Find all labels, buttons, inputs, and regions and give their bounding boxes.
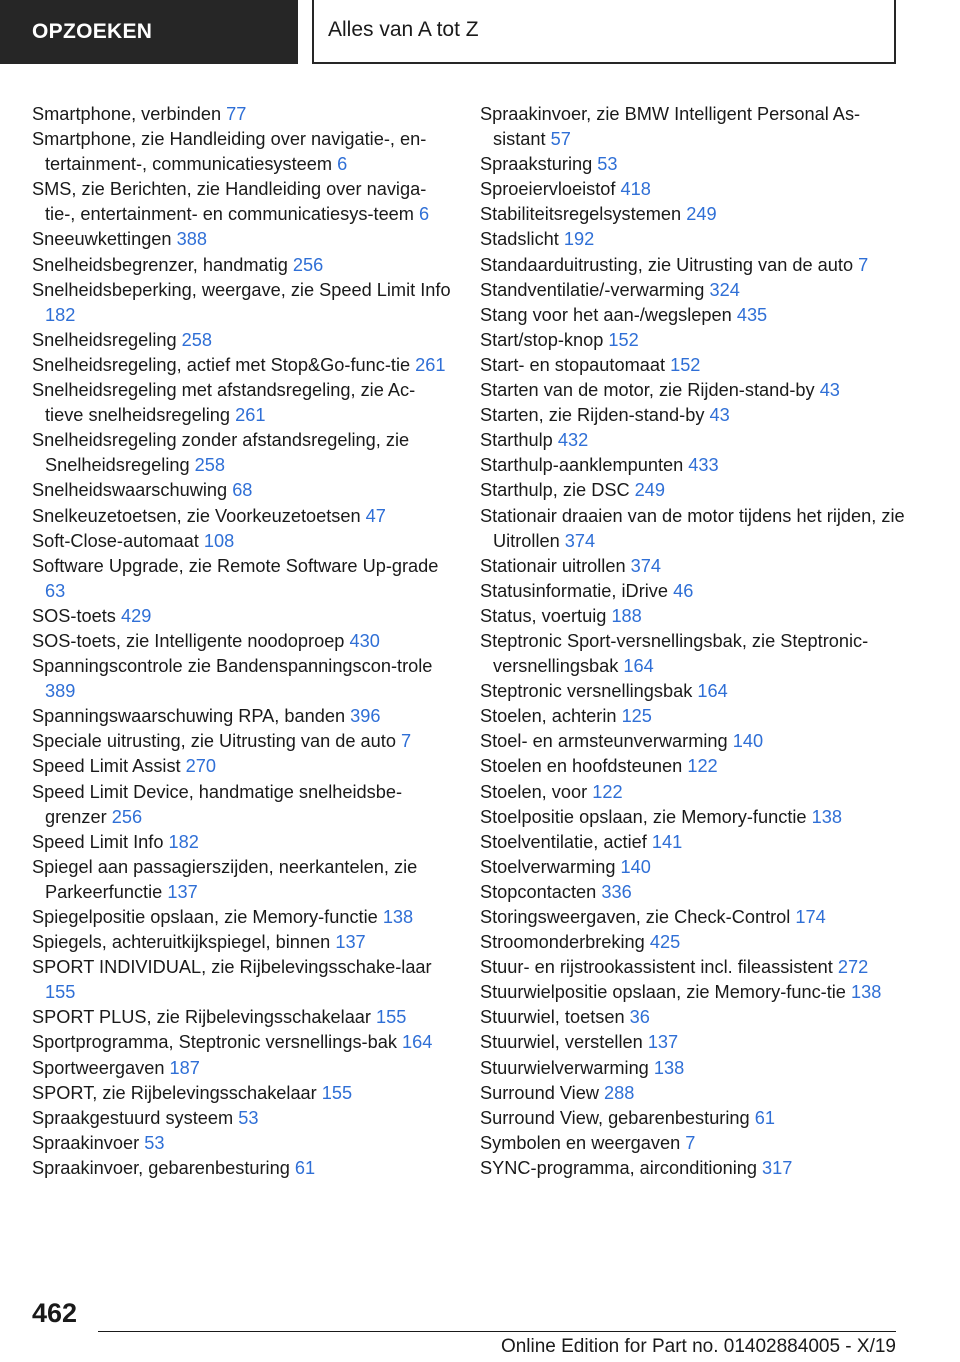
index-entry: [480, 253, 910, 278]
footer-divider: [98, 1331, 896, 1332]
page-link[interactable]: 272: [837, 957, 869, 978]
index-entry: [32, 629, 452, 654]
page-link[interactable]: 77: [226, 104, 247, 124]
index-entry: [480, 102, 910, 152]
index-term: Spraakinvoer: [32, 1132, 140, 1153]
index-term: Soft-Close-automaat: [32, 530, 199, 551]
index-term: Stuur- en rijstrookassistent incl. fileassistent: [480, 957, 833, 978]
index-entry: [32, 1030, 452, 1055]
index-entry: [32, 278, 452, 328]
index-entry: [32, 955, 452, 1005]
page-link[interactable]: 141: [651, 831, 683, 852]
index-term: Spanningscontrole zie Bandenspanningscon-trole: [32, 656, 433, 677]
index-entry: [32, 328, 452, 353]
page-link[interactable]: 122: [592, 781, 623, 802]
index-column-right: [480, 102, 910, 1181]
index-term: Snelheidsregeling zonder afstandsregeling, zie Snelheidsregeling: [32, 430, 410, 476]
index-entry: [32, 253, 452, 278]
page-link[interactable]: 138: [851, 982, 882, 1003]
index-entry: [480, 1081, 910, 1106]
index-entry: [480, 1156, 910, 1181]
index-term: Stoelpositie opslaan, zie Memory-functie: [480, 806, 807, 827]
page-link[interactable]: 43: [709, 405, 730, 426]
index-entry: [480, 378, 910, 403]
page-link[interactable]: 155: [376, 1007, 407, 1028]
page-link[interactable]: 6: [419, 204, 430, 225]
index-entry: [32, 704, 452, 729]
page-link[interactable]: 270: [185, 756, 217, 777]
index-entry: [32, 428, 452, 478]
page-link[interactable]: 435: [736, 304, 768, 325]
page-link[interactable]: 164: [697, 681, 728, 702]
page-link[interactable]: 430: [349, 630, 380, 651]
index-term: Stabiliteitsregelsystemen: [480, 204, 682, 225]
index-entry: [32, 780, 452, 830]
index-entry: [32, 529, 452, 554]
index-entry: [32, 102, 452, 127]
index-entry: [480, 152, 910, 177]
index-entry: [480, 478, 910, 503]
index-entry: [32, 504, 452, 529]
page-link[interactable]: 57: [550, 129, 571, 150]
index-entry: [480, 278, 910, 303]
index-term: Snelheidswaarschuwing: [32, 480, 228, 501]
index-entry: [480, 303, 910, 328]
index-entry: [480, 579, 910, 604]
index-term: Speciale uitrusting, zie Uitrusting van de auto: [32, 731, 396, 752]
index-entry: [480, 679, 910, 704]
index-entry: [32, 1156, 452, 1181]
index-term: Surround View, gebarenbesturing: [480, 1107, 750, 1128]
index-term: SMS, zie Berichten, zie Handleiding over naviga-tie-, entertainment- en communicatiesys-teem: [32, 179, 427, 225]
index-term: SOS-toets, zie Intelligente noodoproep: [32, 630, 345, 651]
page-link[interactable]: 256: [111, 806, 143, 827]
page-link[interactable]: 138: [382, 907, 414, 927]
index-entry: [32, 378, 452, 428]
index-term: Snelheidsregeling met afstandsregeling, zie Ac-tieve snelheidsregeling: [32, 380, 416, 426]
index-entry: [480, 754, 910, 779]
index-term: SPORT PLUS, zie Rijbelevingsschakelaar: [32, 1007, 371, 1028]
page-number: 462: [32, 1298, 78, 1328]
index-entry: [32, 554, 452, 604]
index-term: Stoelen, achterin: [480, 706, 617, 727]
index-entry: [480, 805, 910, 830]
page-link[interactable]: 7: [401, 731, 412, 752]
index-entry: [480, 729, 910, 754]
page-link[interactable]: 61: [754, 1107, 775, 1128]
index-entry: [32, 1106, 452, 1131]
index-entry: [32, 127, 452, 177]
index-term: Spraakgestuurd systeem: [32, 1107, 234, 1128]
index-term: Speed Limit Device, handmatige snelheidsbe-grenzer: [32, 781, 403, 827]
page-link[interactable]: 140: [620, 856, 651, 877]
index-entry: [480, 880, 910, 905]
index-entry: [32, 830, 452, 855]
page-link[interactable]: 188: [611, 605, 642, 626]
index-term: Spanningswaarschuwing RPA, banden: [32, 706, 346, 727]
index-term: Stuurwiel, toetsen: [480, 1007, 625, 1028]
index-term: Spiegelpositie opslaan, zie Memory-functie: [32, 907, 378, 927]
page-link[interactable]: 388: [176, 229, 207, 250]
page-header: [0, 0, 960, 66]
index-term: Spraakinvoer, zie BMW Intelligent Personal As-sistant: [480, 104, 861, 150]
index-term: Stoelverwarming: [480, 856, 616, 877]
page-link[interactable]: 47: [365, 505, 386, 526]
index-entry: [480, 780, 910, 805]
index-term: Steptronic versnellingsbak: [480, 681, 693, 702]
index-entry: [480, 403, 910, 428]
page-link[interactable]: 317: [762, 1157, 793, 1178]
index-term: Spiegel aan passagierszijden, neerkantelen, zie Parkeerfunctie: [32, 856, 418, 902]
page-link[interactable]: 53: [144, 1132, 165, 1153]
index-entry: [32, 1005, 452, 1030]
page-link[interactable]: 418: [620, 179, 651, 200]
page-link[interactable]: 155: [321, 1082, 353, 1103]
index-entry: [32, 905, 452, 930]
index-term: Spraakinvoer, gebarenbesturing: [32, 1157, 290, 1178]
index-term: Standaarduitrusting, zie Uitrusting van de auto: [480, 254, 854, 275]
page-link[interactable]: 138: [811, 806, 842, 827]
page-link[interactable]: 374: [564, 530, 596, 551]
page-link[interactable]: 46: [673, 580, 694, 601]
page-link[interactable]: 174: [795, 907, 826, 927]
page-link[interactable]: 261: [235, 405, 266, 426]
page-link[interactable]: 155: [45, 982, 76, 1003]
index-term: Sportweergaven: [32, 1057, 165, 1078]
page-link[interactable]: 7: [858, 254, 869, 275]
index-entry: [32, 855, 452, 905]
index-term: Stationair uitrollen: [480, 555, 626, 576]
page-link[interactable]: 336: [601, 881, 632, 902]
index-column-left: [32, 102, 452, 1181]
index-term: SYNC-programma, airconditioning: [480, 1157, 757, 1178]
index-term: Symbolen en weergaven: [480, 1132, 681, 1153]
index-term: Software Upgrade, zie Remote Software Up-grade: [32, 555, 439, 576]
page-link[interactable]: 389: [45, 681, 76, 702]
index-term: Surround View: [480, 1082, 599, 1103]
index-entry: [480, 1005, 910, 1030]
index-term: Snelheidsregeling: [32, 329, 177, 350]
index-term: Statusinformatie, iDrive: [480, 580, 669, 601]
index-entry: [480, 830, 910, 855]
index-entry: [32, 654, 452, 704]
index-entry: [32, 227, 452, 252]
index-entry: [480, 328, 910, 353]
index-term: Speed Limit Assist: [32, 756, 181, 777]
page-link[interactable]: 53: [597, 154, 618, 175]
index-term: Smartphone, verbinden: [32, 104, 222, 124]
page-link[interactable]: 7: [685, 1132, 696, 1153]
page-link[interactable]: 182: [168, 831, 199, 852]
index-entry: [480, 980, 910, 1005]
index-term: Stationair draaien van de motor tijdens het rijden, zie Uitrollen: [480, 505, 905, 551]
index-entry: [32, 729, 452, 754]
index-entry: [480, 930, 910, 955]
index-term: Stuurwiel, verstellen: [480, 1032, 643, 1053]
page-link[interactable]: 122: [687, 756, 718, 777]
page-link[interactable]: 374: [630, 555, 662, 576]
index-entry: [480, 202, 910, 227]
index-entry: [480, 629, 910, 679]
page-link[interactable]: 152: [670, 354, 701, 375]
page-link[interactable]: 138: [653, 1057, 685, 1078]
index-term: Stroomonderbreking: [480, 932, 645, 953]
page-link[interactable]: 43: [819, 380, 840, 401]
index-entry: [480, 604, 910, 629]
page-link[interactable]: 187: [169, 1057, 200, 1078]
index-term: Stoelventilatie, actief: [480, 831, 647, 852]
index-term: Standventilatie/-verwarming: [480, 279, 705, 300]
page-link[interactable]: 63: [45, 580, 66, 601]
page-link[interactable]: 429: [120, 605, 152, 626]
page-link[interactable]: 137: [335, 932, 366, 953]
page-link[interactable]: 164: [623, 656, 654, 677]
index-term: Stoelen, voor: [480, 781, 588, 802]
page-link[interactable]: 137: [167, 881, 198, 902]
index-entry: [480, 704, 910, 729]
index-entry: [480, 453, 910, 478]
index-entry: [480, 554, 910, 579]
index-entry: [480, 1030, 910, 1055]
section-tab: OPZOEKEN: [0, 0, 298, 64]
index-term: Stuurwielpositie opslaan, zie Memory-func-tie: [480, 982, 846, 1003]
page-link[interactable]: 6: [337, 154, 348, 175]
index-term: Snelheidsbegrenzer, handmatig: [32, 254, 288, 275]
index-term: Stoel- en armsteunverwarming: [480, 731, 728, 752]
page-link[interactable]: 249: [686, 204, 717, 225]
index-term: Starthulp-aanklempunten: [480, 455, 684, 476]
page-link[interactable]: 108: [203, 530, 235, 551]
index-entry: [480, 1056, 910, 1081]
index-entry: [32, 1131, 452, 1156]
index-term: Starten van de motor, zie Rijden-stand-by: [480, 380, 815, 401]
index-term: Sproeiervloeistof: [480, 179, 616, 200]
page-link[interactable]: 433: [688, 455, 719, 476]
index-entry: [480, 227, 910, 252]
index-term: Storingsweergaven, zie Check-Control: [480, 907, 791, 927]
page-link[interactable]: 140: [732, 731, 764, 752]
index-term: Stuurwielverwarming: [480, 1057, 649, 1078]
index-entry: [32, 177, 452, 227]
index-term: Starthulp: [480, 430, 553, 451]
page-link[interactable]: 249: [634, 480, 666, 501]
page-link[interactable]: 256: [292, 254, 324, 275]
index-entry: [32, 604, 452, 629]
index-entry: [32, 1056, 452, 1081]
index-term: Stoelen en hoofdsteunen: [480, 756, 683, 777]
page-link[interactable]: 425: [649, 932, 681, 953]
page-link[interactable]: 261: [415, 354, 446, 375]
index-term: SPORT, zie Rijbelevingsschakelaar: [32, 1082, 317, 1103]
index-term: SOS-toets: [32, 605, 116, 626]
chapter-title: Alles van A tot Z: [312, 0, 896, 64]
index-term: Stang voor het aan-/wegslepen: [480, 304, 732, 325]
index-entry: [480, 177, 910, 202]
index-term: Spiegels, achteruitkijkspiegel, binnen: [32, 932, 331, 953]
index-entry: [32, 754, 452, 779]
page-link[interactable]: 258: [181, 329, 213, 350]
index-term: Start/stop-knop: [480, 329, 604, 350]
index-entry: [480, 1131, 910, 1156]
index-entry: [480, 428, 910, 453]
index-term: SPORT INDIVIDUAL, zie Rijbelevingsschake-laar: [32, 957, 432, 978]
page-link[interactable]: 288: [604, 1082, 635, 1103]
page-link[interactable]: 152: [608, 329, 639, 350]
index-entry: [480, 905, 910, 930]
index-term: Smartphone, zie Handleiding over navigatie-, en-tertainment-, communicatiesysteem: [32, 129, 427, 175]
index-term: Snelkeuzetoetsen, zie Voorkeuzetoetsen: [32, 505, 361, 526]
index-term: Starten, zie Rijden-stand-by: [480, 405, 705, 426]
index-entry: [480, 1106, 910, 1131]
index-term: Snelheidsregeling, actief met Stop&Go-func-tie: [32, 354, 411, 375]
page-link[interactable]: 68: [232, 480, 253, 501]
page-link[interactable]: 432: [557, 430, 589, 451]
index-entry: [480, 353, 910, 378]
page-link[interactable]: 192: [563, 229, 595, 250]
page-link[interactable]: 324: [709, 279, 740, 300]
index-entry: [32, 353, 452, 378]
index-term: Steptronic Sport-versnellingsbak, zie Steptronic-versnellingsbak: [480, 630, 869, 677]
index-entry: [32, 1081, 452, 1106]
page-link[interactable]: 61: [294, 1157, 316, 1178]
page-link[interactable]: 164: [402, 1032, 433, 1053]
page-link[interactable]: 53: [238, 1107, 259, 1128]
index-entry: [480, 855, 910, 880]
page-link[interactable]: 137: [647, 1032, 679, 1053]
index-entry: [32, 478, 452, 503]
index-term: Stopcontacten: [480, 881, 597, 902]
page-link[interactable]: 258: [194, 455, 226, 476]
index-term: Sportprogramma, Steptronic versnellings-bak: [32, 1032, 397, 1053]
page-link[interactable]: 125: [621, 706, 652, 727]
index-entry: [480, 504, 910, 554]
index-term: Status, voertuig: [480, 605, 607, 626]
page-link[interactable]: 36: [629, 1007, 650, 1028]
page-link[interactable]: 396: [350, 706, 381, 727]
index-term: Snelheidsbeperking, weergave, zie Speed Limit Info: [32, 279, 451, 300]
edition-note: Online Edition for Part no. 01402884005 - X/19: [500, 1336, 896, 1357]
index-term: Spraaksturing: [480, 154, 593, 175]
index-term: Sneeuwkettingen: [32, 229, 172, 250]
index-entry: [480, 955, 910, 980]
index-term: Starthulp, zie DSC: [480, 480, 630, 501]
index-term: Speed Limit Info: [32, 831, 164, 852]
index-entry: [32, 930, 452, 955]
index-term: Start- en stopautomaat: [480, 354, 666, 375]
page-link[interactable]: 182: [45, 304, 76, 325]
index-term: Stadslicht: [480, 229, 559, 250]
